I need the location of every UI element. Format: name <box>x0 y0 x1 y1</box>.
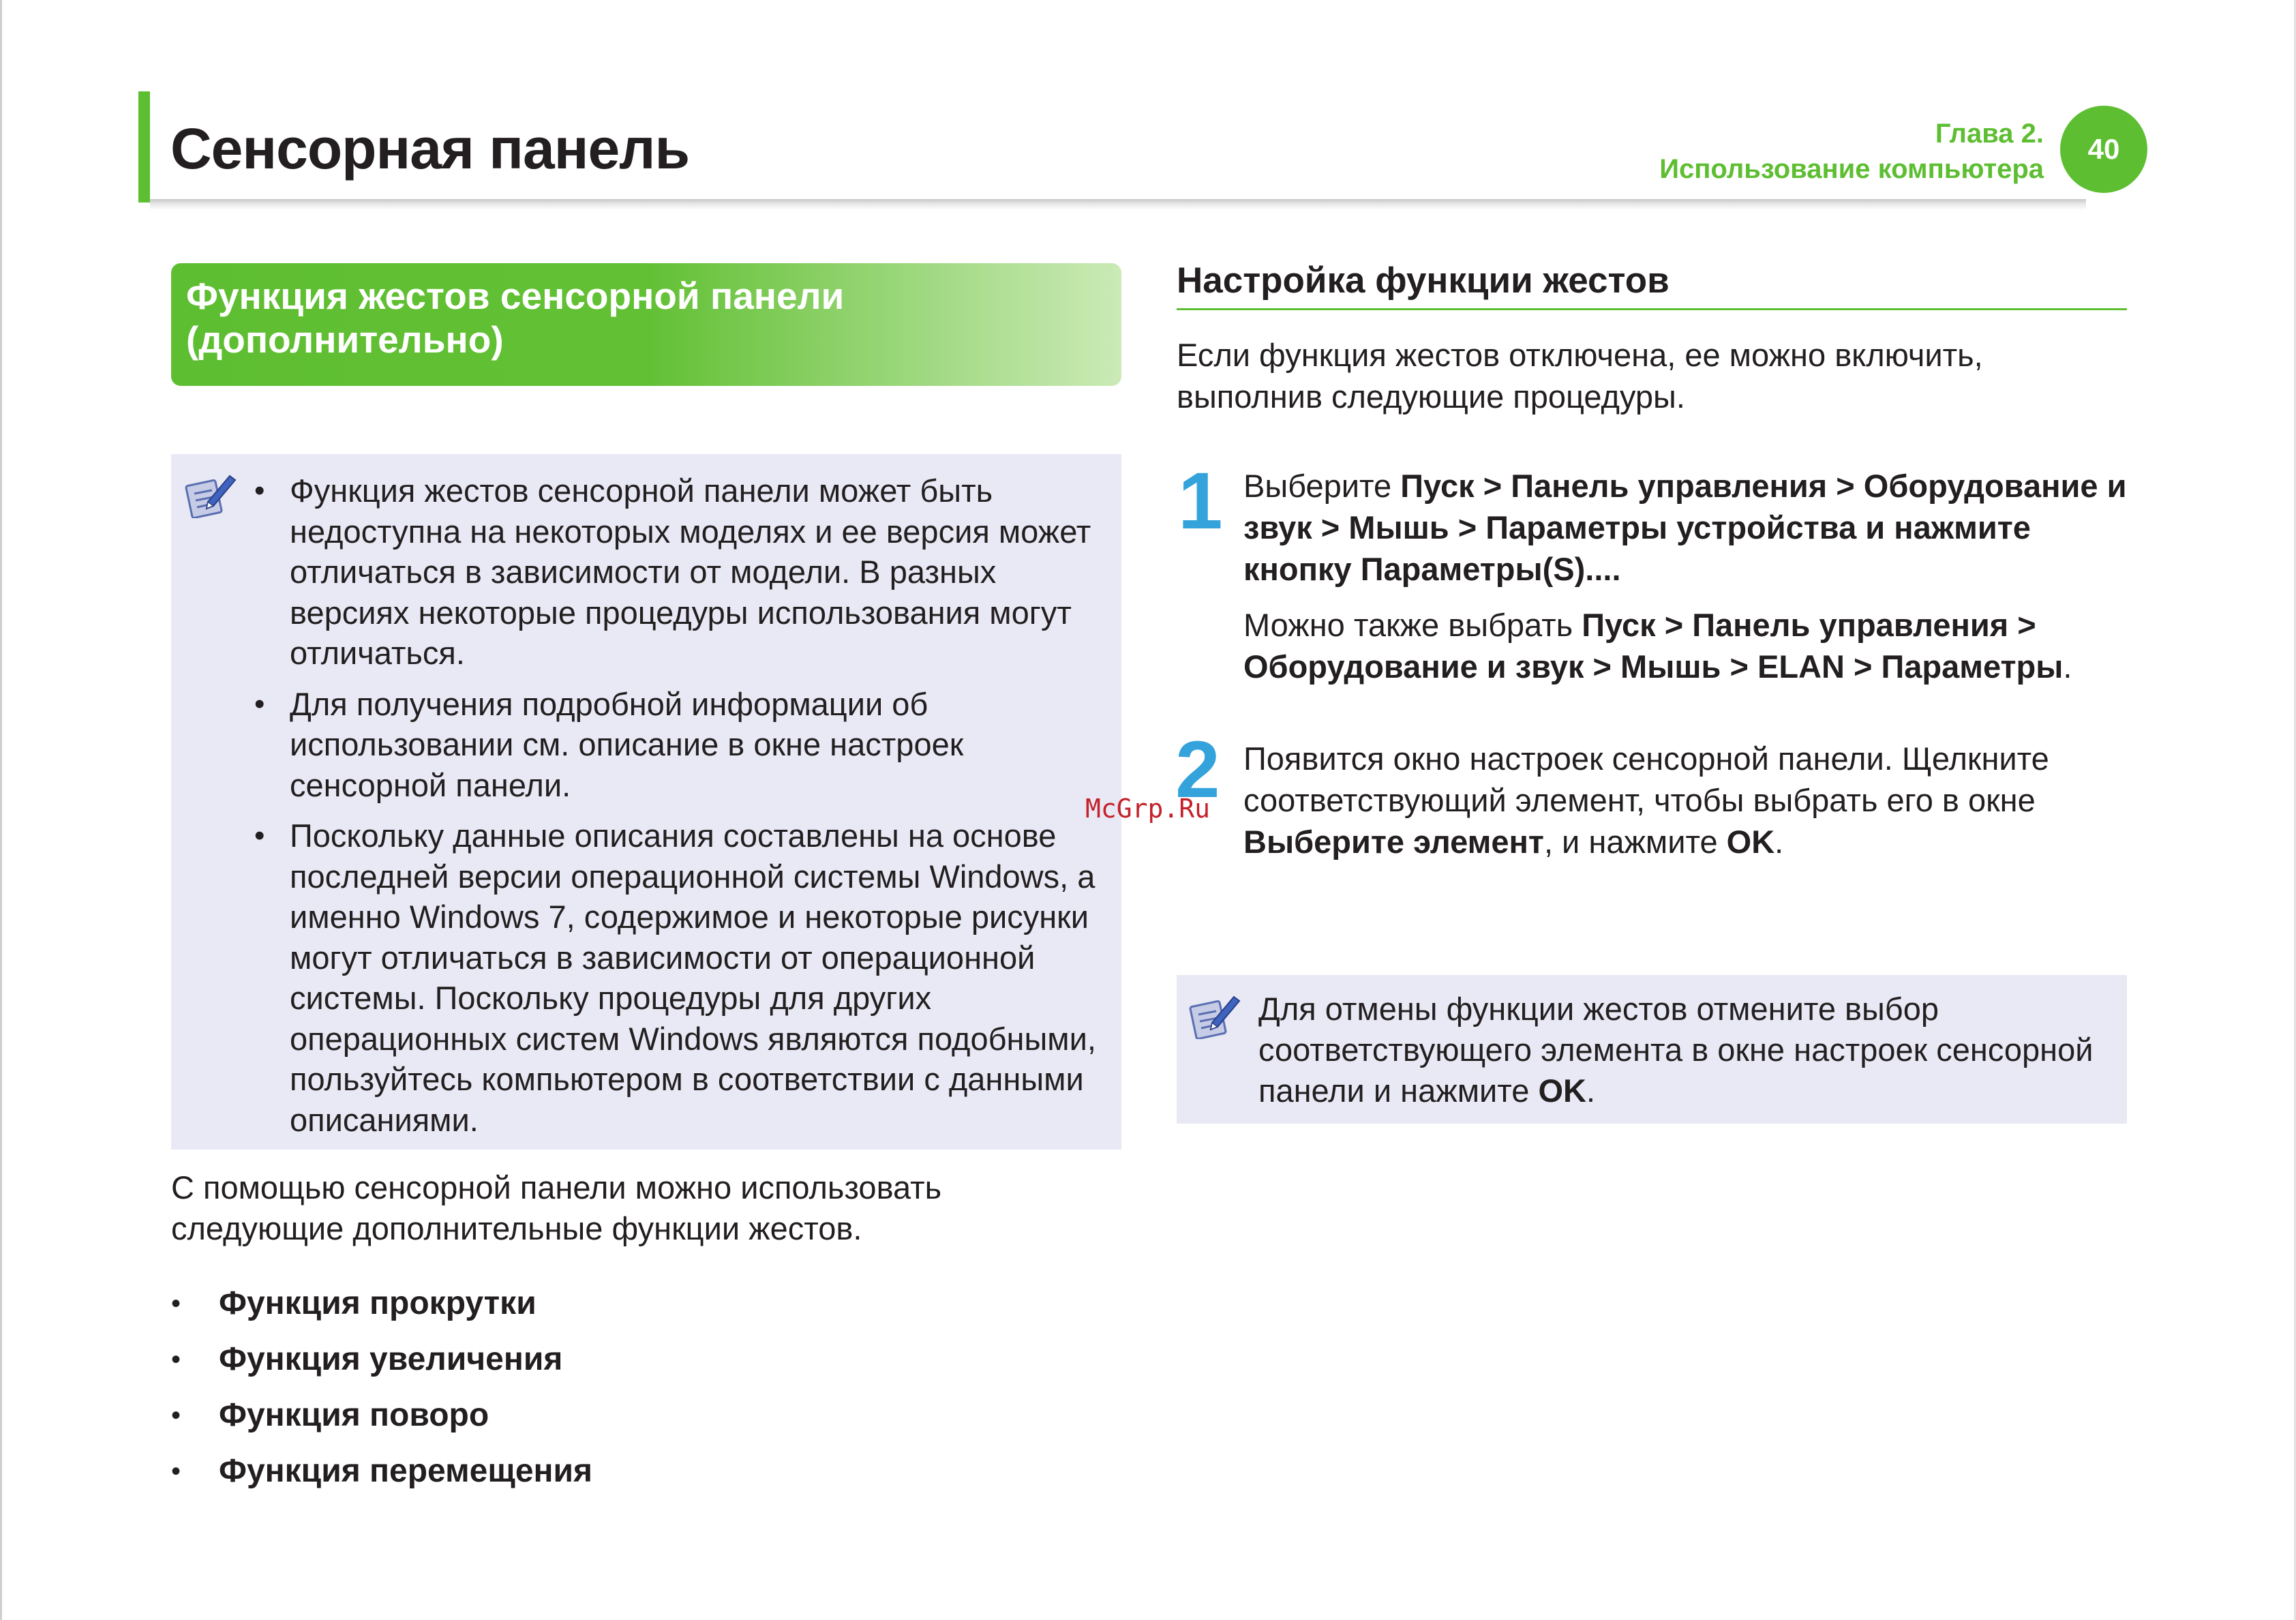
setup-intro: Если функция жестов отключена, ее можно включить, выполнив следующие процедуры. <box>1177 337 1983 415</box>
feature-item-move: • Функция перемещения <box>171 1451 592 1507</box>
step-number-2: 2 <box>1175 725 1220 815</box>
menu-path: Пуск > Панель управления > Оборудование и звук > Мышь > Параметры устройства и нажмите кнопку Параметры(S).... <box>1243 468 2127 587</box>
note-pencil-icon <box>1189 991 1242 1039</box>
section-banner <box>171 263 1121 386</box>
section-title: Функция жестов сенсорной панели (дополнительно) <box>186 275 845 361</box>
menu-path-alt: Пуск > Панель управления > Оборудование и звук > Мышь > ELAN > Параметры <box>1243 607 2064 685</box>
subsection-heading: Настройка функции жестов <box>1177 260 1670 301</box>
note-item: • Для получения подробной информации об использовании см. описание в окне настроек сенсорной панели. <box>253 684 1105 806</box>
note-item: • Поскольку данные описания составлены на основе последней версии операционной системы Windows, а именно Windows 7, содержимое и некоторые рисунки могут отличаться в зависимости от операционной системы. Поскольку процедуры для других операционных систем Windows являются подобными, пользуйтесь компьютером в соответствии с данными описаниями. <box>253 815 1105 1140</box>
step-1-alt-text: Можно также выбрать Пуск > Панель управления > Оборудование и звук > Мышь > ELAN > Параметры. <box>1243 607 2072 685</box>
page-title: Сенсорная панель <box>170 117 690 181</box>
subsection-divider <box>1177 308 2127 310</box>
features-intro: С помощью сенсорной панели можно использовать следующие дополнительные функции жестов. <box>171 1169 942 1246</box>
note-list <box>253 470 1105 1150</box>
feature-list <box>171 1283 592 1507</box>
title-accent-bar <box>138 91 150 202</box>
note-pencil-icon <box>185 470 238 518</box>
note-box <box>171 454 1121 1150</box>
step-2-text: Появится окно настроек сенсорной панели. Щелкните соответствующий элемент, чтобы выбрать его в окне Выберите элемент, и нажмите OK. <box>1243 740 2049 860</box>
header-divider <box>150 199 2086 210</box>
note-cancel-text: Для отмены функции жестов отмените выбор соответствующего элемента в окне настроек сенсорной панели и нажмите OK. <box>1258 991 2094 1109</box>
step-number-1: 1 <box>1178 456 1223 546</box>
watermark: McGrp.Ru <box>1085 794 1211 824</box>
page-edge-left <box>0 0 2 1620</box>
page-number-badge: 40 <box>2060 106 2147 193</box>
chapter-label <box>1659 116 2044 187</box>
feature-item-scroll: • Функция прокрутки <box>171 1283 592 1339</box>
step-1-text: Выберите Пуск > Панель управления > Оборудование и звук > Мышь > Параметры устройства и нажмите кнопку Параметры(S).... <box>1243 468 2127 587</box>
note-box-cancel <box>1177 975 2127 1124</box>
feature-item-rotate: • Функция поворо <box>171 1395 592 1451</box>
note-item: • Функция жестов сенсорной панели может быть недоступна на некоторых моделях и ее версия может отличаться в зависимости от модели. В разных версиях некоторые процедуры использования могут отличаться. <box>253 470 1105 674</box>
chapter-number: Глава 2. <box>1935 119 2044 149</box>
feature-item-zoom: • Функция увеличения <box>171 1339 592 1395</box>
chapter-title: Использование компьютера <box>1659 154 2044 184</box>
